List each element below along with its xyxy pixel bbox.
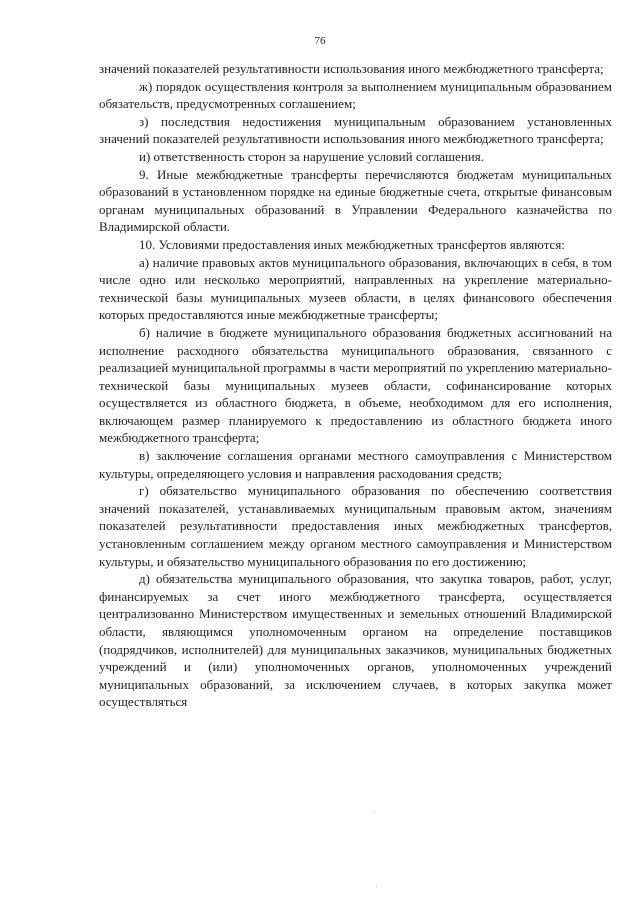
paragraph-item-v: в) заключение соглашения органами местного самоуправления с Министерством культуры, определяющего условия и направления расходования средств; [99, 448, 612, 481]
paragraph-item-d: д) обязательства муниципального образования, что закупка товаров, работ, услуг, финансируемых за счет иного межбюджетного трансферта, осуществляется централизованно Министерством имущественных и земельных отношений Владимирской области, являющимся уполномоченным органом на определение поставщиков (подрядчиков, исполнителей) для муниципальных заказчиков, муниципальных бюджетных учреждений и (или) уполномоченных органов, уполномоченных учреждений муниципальных образований, за исключением случаев, в которых закупка может осуществляться [99, 571, 612, 710]
scan-speck [376, 886, 377, 887]
paragraph-item-g: г) обязательство муниципального образования по обеспечению соответствия значений показателей, устанавливаемых муниципальным правовым актом, значениям показателей результативности предоставления иных межбюджетных трансфертов, установленным соглашением между органом местного самоуправления и Министерством культуры, и обязательство муниципального образования по его достижению; [99, 483, 612, 569]
page-number: 76 [314, 35, 326, 47]
paragraph-continuation: значений показателей результативности использования иного межбюджетного трансферта; [99, 61, 604, 76]
paragraph-item-a: а) наличие правовых актов муниципального образования, включающих в себя, в том числе одно или несколько мероприятий, направленных на укрепление материально-технической базы муниципальных музеев области, в целях финансового обеспечения которых предоставляются иные межбюджетные трансферты; [99, 254, 612, 323]
paragraph-item-z: з) последствия недостижения муниципальным образованием установленных значений показателей результативности использования иного межбюджетного трансферта; [99, 113, 612, 147]
paragraph-item-zh: ж) порядок осуществления контроля за выполнением муниципальным образованием обязательств, предусмотренных соглашением; [99, 78, 612, 112]
document-body [99, 60, 612, 711]
paragraph-section-9: 9. Иные межбюджетные трансферты перечисляются бюджетам муниципальных образований в установленном порядке на единые бюджетные счета, открытые финансовым органам муниципальных образований в Управлении Федерального казначейства по Владимирской области. [99, 166, 612, 235]
paragraph-section-10: 10. Условиями предоставления иных межбюджетных трансфертов являются: [139, 236, 565, 252]
paragraph-item-i: и) ответственность сторон за нарушение условий соглашения. [139, 148, 484, 164]
scan-speck [374, 812, 375, 813]
paragraph-item-b: б) наличие в бюджете муниципального образования бюджетных ассигнований на исполнение расходного обязательства муниципального образования, связанного с реализацией муниципальной программы в части мероприятий по укреплению материально-технической базы муниципальных музеев области, софинансирование которых осуществляется из областного бюджета, в объеме, необходимом для его исполнения, включающем размер планируемого к предоставлению из областного бюджета иного межбюджетного трансферта; [99, 324, 612, 446]
